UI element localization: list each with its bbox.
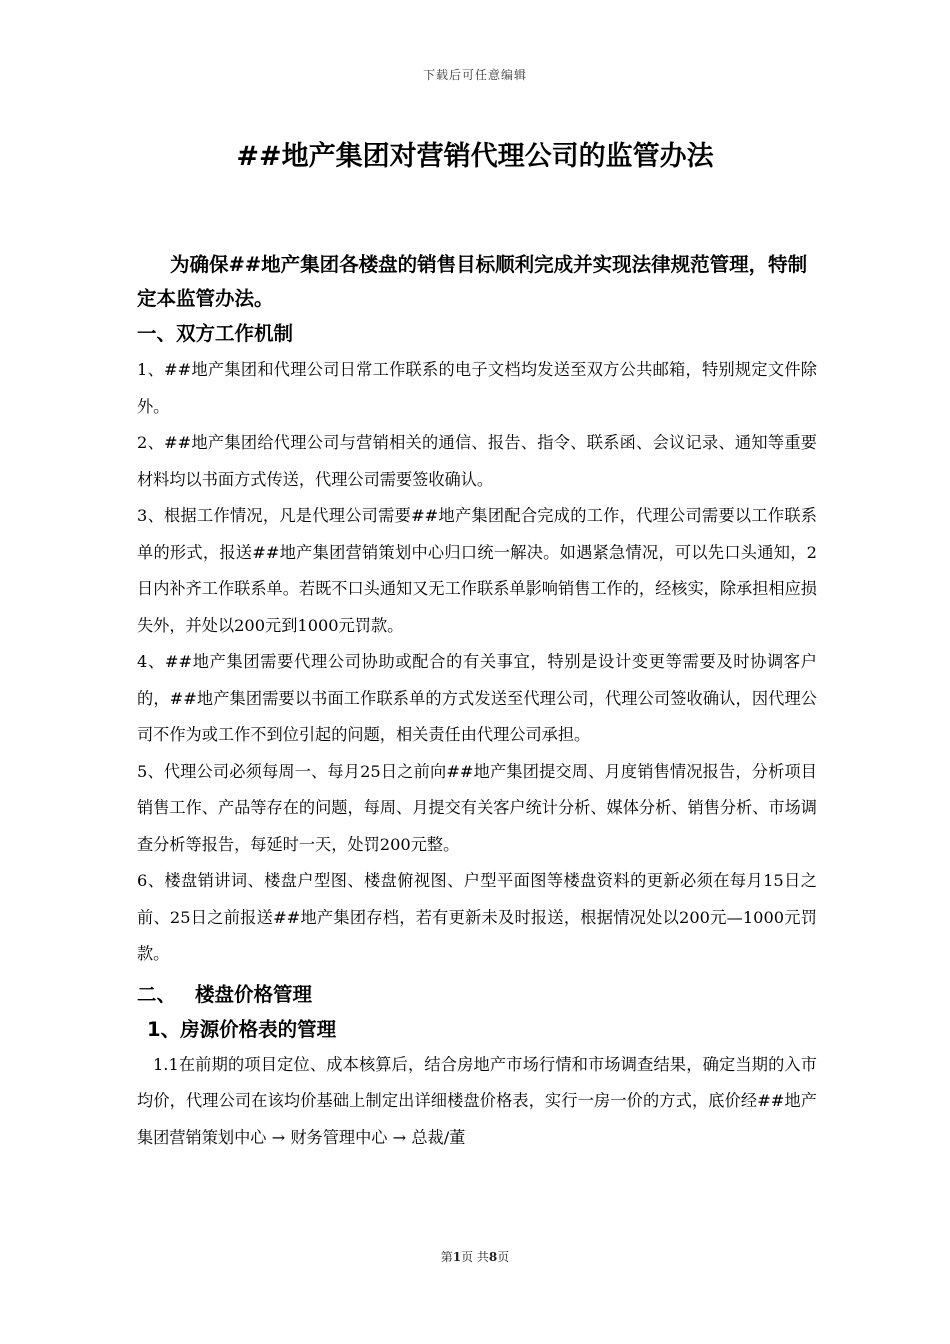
document-body: [137, 248, 817, 1156]
footer-page-number: 1: [452, 1250, 462, 1264]
section-2-heading: [137, 977, 817, 1013]
section-2-heading-number: 二、: [137, 982, 177, 1006]
footer-prefix: 第: [440, 1250, 453, 1264]
page-footer: [0, 1248, 950, 1265]
section-1-heading: 一、双方工作机制: [137, 322, 294, 345]
section-1-item-1: 1、##地产集团和代理公司日常工作联系的电子文档均发送至双方公共邮箱，特别规定文件除外。: [137, 360, 817, 416]
subsection-1-heading: 1、房源价格表的管理: [147, 1017, 337, 1041]
section-2-heading-text: 楼盘价格管理: [195, 982, 313, 1006]
section-1-item-4: 4、##地产集团需要代理公司协助或配合的有关事宜，特别是设计变更等需要及时协调客户的，##地产集团需要以书面工作联系单的方式发送至代理公司，代理公司签收确认，因代理公司不作为或工作不到位引起的问题，相关责任由代理公司承担。: [137, 652, 817, 744]
section-1-item-5: 5、代理公司必须每周一、每月25日之前向##地产集团提交周、月度销售情况报告，分析项目销售工作、产品等存在的问题，每周、月提交有关客户统计分析、媒体分析、销售分析、市场调查分析等报告，每延时一天，处罚200元整。: [137, 761, 817, 854]
subsection-1-paragraph: 1.1在前期的项目定位、成本核算后，结合房地产市场行情和市场调查结果，确定当期的入市均价，代理公司在该均价基础上制定出详细楼盘价格表，实行一房一价的方式，底价经##地产集团营销策划中心 → 财务管理中心 → 总裁/董: [137, 1054, 817, 1147]
header-note: 下载后可任意编辑: [422, 68, 527, 82]
document-title: ##地产集团对营销代理公司的监管办法: [236, 141, 714, 172]
section-1-item-6: 6、楼盘销讲词、楼盘户型图、楼盘俯视图、户型平面图等楼盘资料的更新必须在每月15日之前、25日之前报送##地产集团存档，若有更新未及时报送，根据情况处以200元—1000元罚款。: [137, 871, 817, 963]
footer-total-pages: 8: [488, 1250, 498, 1264]
section-1-item-2: 2、##地产集团给代理公司与营销相关的通信、报告、指令、联系函、会议记录、通知等重要材料均以书面方式传送，代理公司需要签收确认。: [137, 433, 817, 489]
footer-suffix: 页: [497, 1250, 510, 1264]
section-1-item-3: 3、根据工作情况，凡是代理公司需要##地产集团配合完成的工作，代理公司需要以工作联系单的形式，报送##地产集团营销策划中心归口统一解决。如遇紧急情况，可以先口头通知，2日内补齐工作联系单。若既不口头通知又无工作联系单影响销售工作的，经核实，除承担相应损失外，并处以200元到1000元罚款。: [137, 506, 817, 635]
intro-paragraph: 为确保##地产集团各楼盘的销售目标顺利完成并实现法律规范管理，特制定本监管办法。: [137, 253, 808, 310]
footer-middle: 页 共: [461, 1250, 489, 1264]
